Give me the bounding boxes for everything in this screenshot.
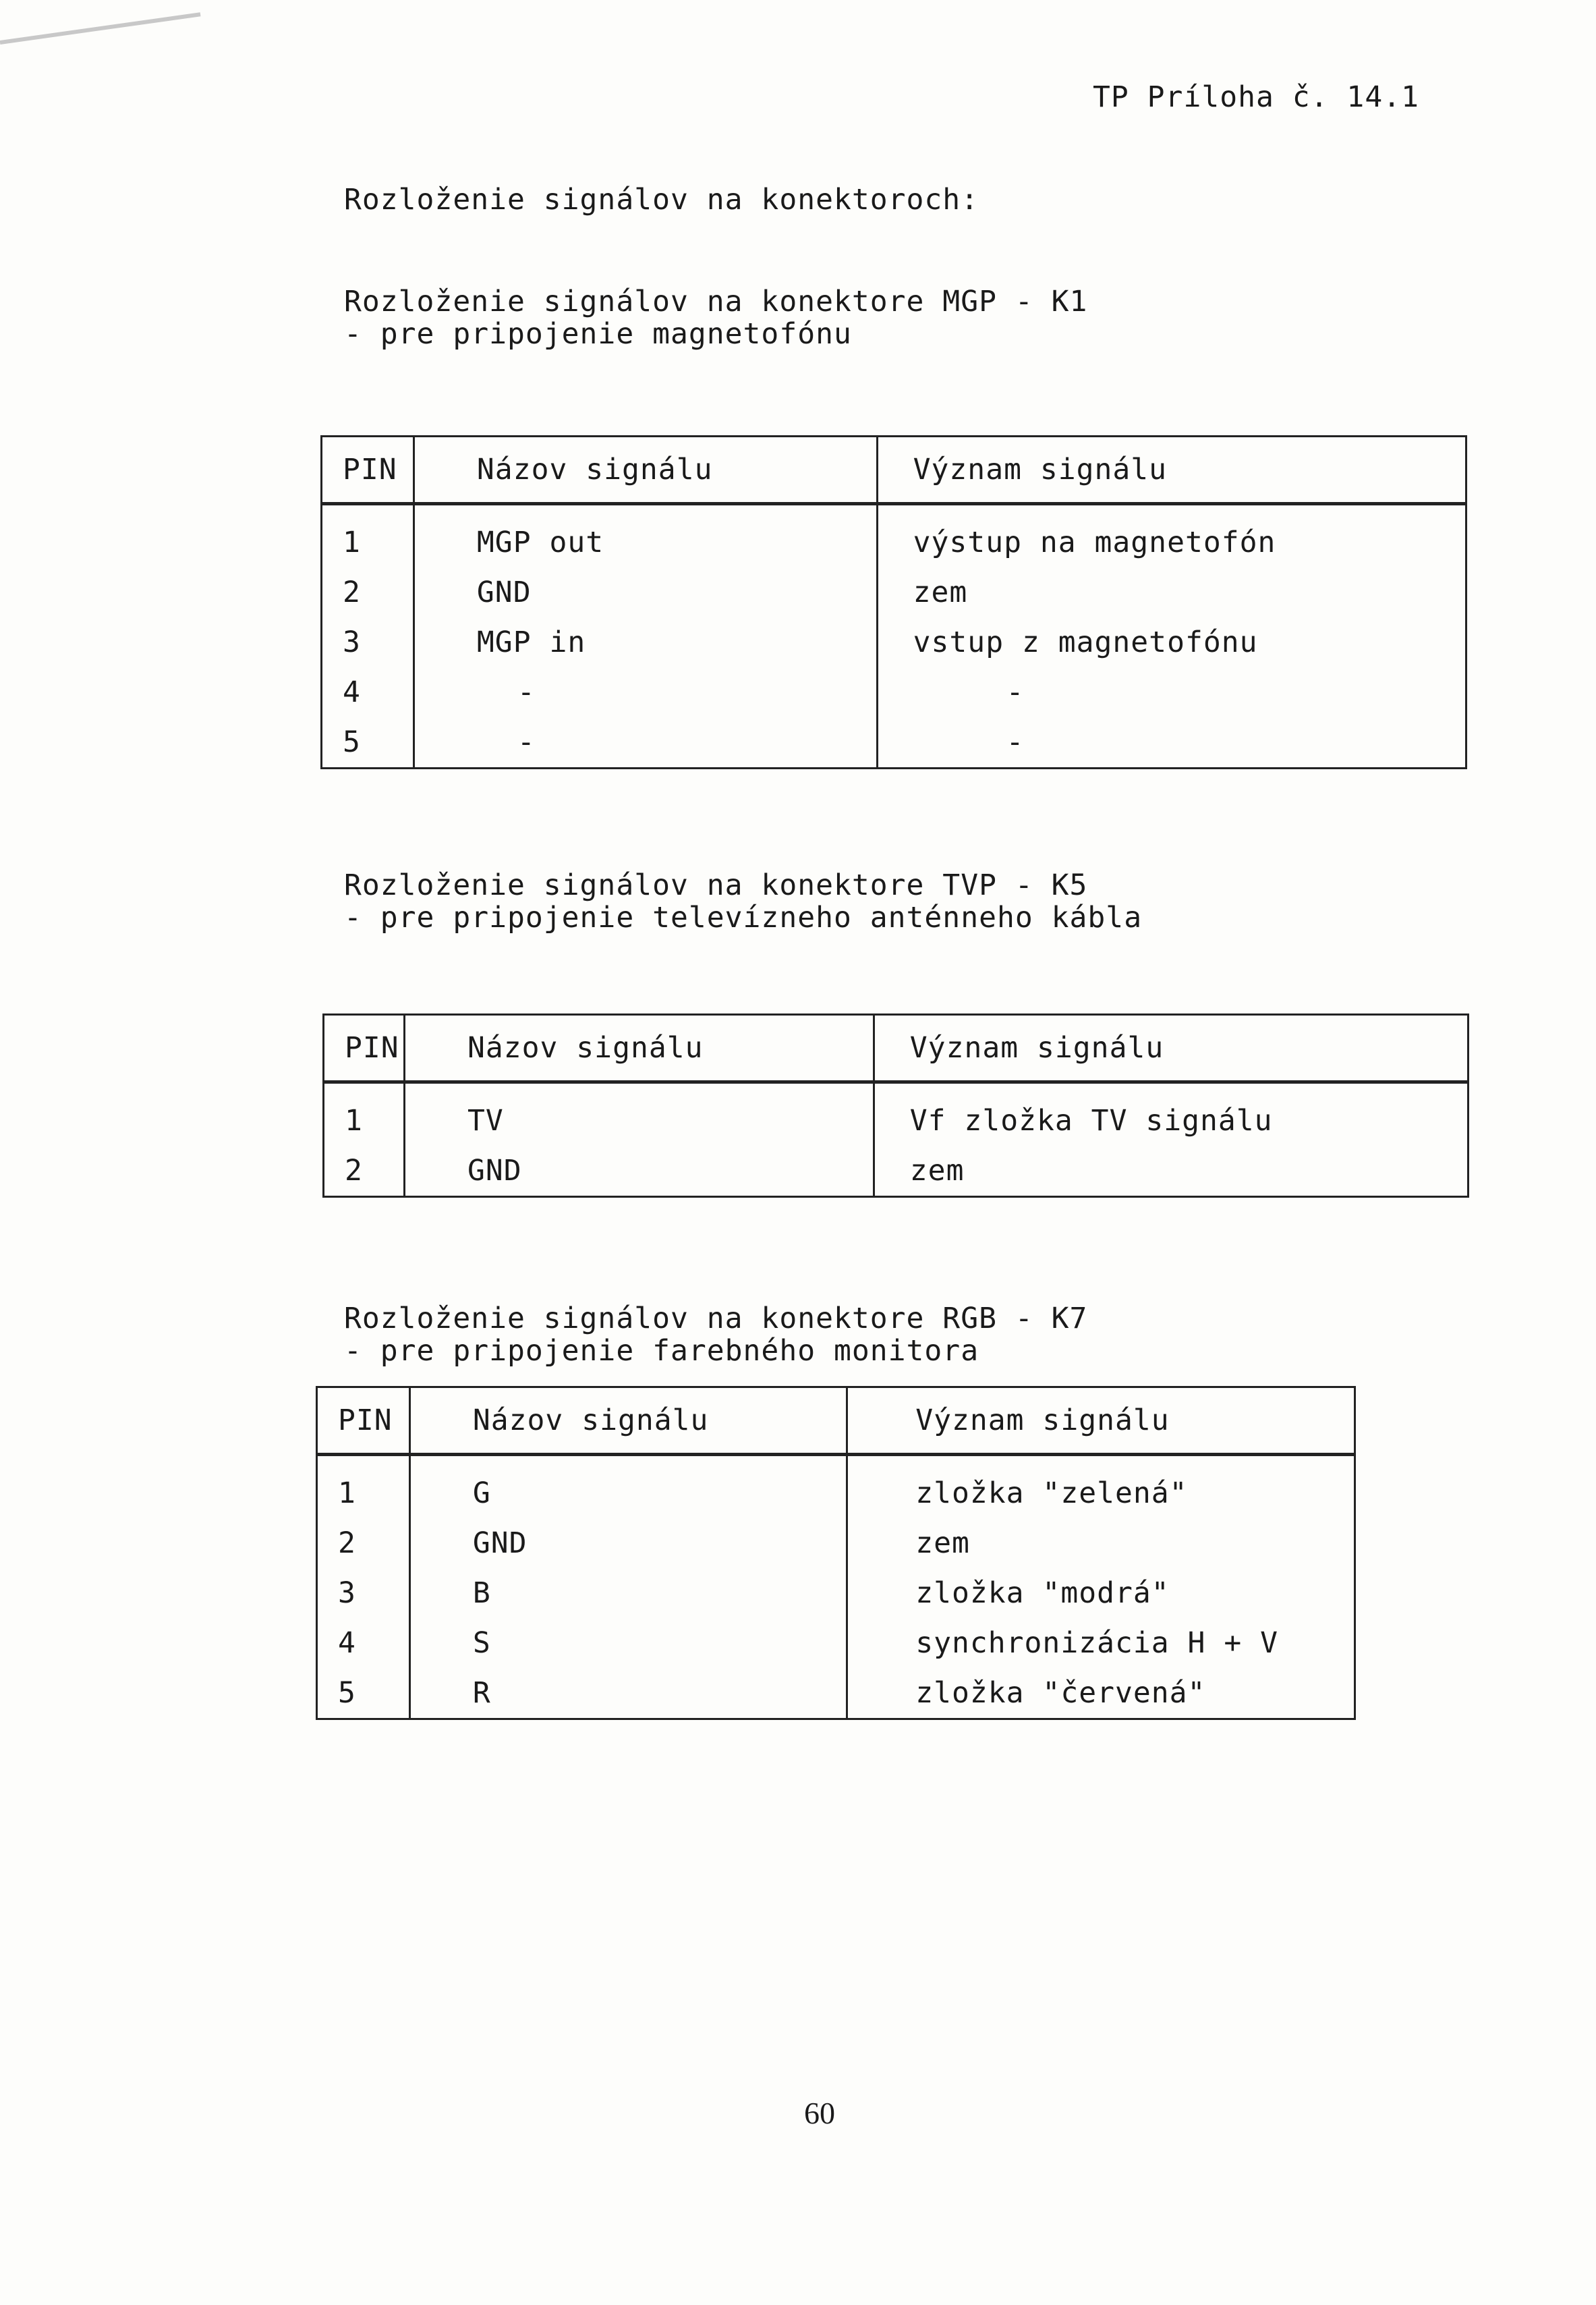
signal-table-tvp: [322, 1013, 1469, 1198]
pin-cell: 1: [317, 1455, 410, 1519]
signal-name-cell: G: [409, 1455, 847, 1519]
signal-name-cell: -: [517, 675, 536, 709]
column-header-name: Názov signálu: [409, 1387, 847, 1455]
signal-meaning-cell: zem: [877, 567, 1466, 617]
pin-cell: 2: [324, 1146, 405, 1197]
signal-name-cell: GND: [409, 1518, 847, 1568]
table-row: [324, 1146, 1469, 1197]
table-header-row: [322, 437, 1466, 504]
pin-cell: 1: [322, 504, 414, 568]
table-row: [317, 1518, 1355, 1568]
signal-meaning-cell: zem: [847, 1518, 1355, 1568]
table-row: [322, 504, 1466, 568]
table-row: [317, 1668, 1355, 1719]
signal-meaning-cell: Vf zložka TV signálu: [874, 1082, 1468, 1146]
section-title-tvp: Rozloženie signálov na konektore TVP - K5: [344, 868, 1088, 902]
signal-name-cell: -: [517, 725, 536, 759]
column-header-pin: PIN: [317, 1387, 410, 1455]
column-header-pin: PIN: [322, 437, 414, 504]
pin-cell: 2: [322, 567, 414, 617]
pin-cell: 4: [317, 1618, 410, 1668]
signal-meaning-cell: výstup na magnetofón: [877, 504, 1466, 568]
signal-name-cell: MGP out: [414, 504, 877, 568]
pin-cell: 5: [317, 1668, 410, 1719]
table-row: [322, 667, 1466, 717]
pin-cell: 3: [317, 1568, 410, 1618]
table-row: [322, 617, 1466, 667]
section-title-mgp: Rozloženie signálov na konektore MGP - K1: [344, 285, 1088, 318]
signal-meaning-cell: zložka "modrá": [847, 1568, 1355, 1618]
appendix-reference: TP Príloha č. 14.1: [1093, 80, 1419, 114]
column-header-name: Názov signálu: [414, 437, 877, 504]
signal-table-rgb: [316, 1386, 1356, 1720]
table-header-row: [324, 1015, 1469, 1082]
signal-name-cell: GND: [414, 567, 877, 617]
signal-meaning-cell: synchronizácia H + V: [847, 1618, 1355, 1668]
table-row: [322, 717, 1466, 769]
table-header-row: [317, 1387, 1355, 1455]
signal-table-mgp: [320, 435, 1467, 769]
column-header-pin: PIN: [324, 1015, 405, 1082]
signal-name-cell: MGP in: [414, 617, 877, 667]
signal-name-cell: S: [409, 1618, 847, 1668]
pin-cell: 4: [322, 667, 414, 717]
signal-name-cell: R: [409, 1668, 847, 1719]
table-row: [317, 1455, 1355, 1519]
table-row: [322, 567, 1466, 617]
section-subtitle-rgb: - pre pripojenie farebného monitora: [344, 1334, 979, 1368]
table-row: [317, 1618, 1355, 1668]
table-row: [317, 1568, 1355, 1618]
signal-meaning-cell: zložka "červená": [847, 1668, 1355, 1719]
signal-meaning-cell: zložka "zelená": [847, 1455, 1355, 1519]
signal-meaning-cell: -: [877, 717, 1466, 769]
column-header-meaning: Význam signálu: [874, 1015, 1468, 1082]
pin-cell: 5: [322, 717, 414, 769]
pin-cell: 2: [317, 1518, 410, 1568]
signal-name-cell: TV: [404, 1082, 874, 1146]
table-row: [324, 1082, 1469, 1146]
scan-edge-mark: [0, 12, 200, 45]
signal-meaning-cell: zem: [874, 1146, 1468, 1197]
column-header-meaning: Význam signálu: [877, 437, 1466, 504]
pin-cell: 1: [324, 1082, 405, 1146]
section-subtitle-tvp: - pre pripojenie televízneho anténneho kábla: [344, 901, 1143, 935]
signal-name-cell: GND: [404, 1146, 874, 1197]
signal-meaning-cell: vstup z magnetofónu: [877, 617, 1466, 667]
signal-name-cell: B: [409, 1568, 847, 1618]
pin-cell: 3: [322, 617, 414, 667]
page-number: 60: [804, 2096, 835, 2130]
section-title-rgb: Rozloženie signálov na konektore RGB - K7: [344, 1302, 1088, 1335]
column-header-name: Názov signálu: [404, 1015, 874, 1082]
signal-meaning-cell: -: [877, 667, 1466, 717]
column-header-meaning: Význam signálu: [847, 1387, 1355, 1455]
page-heading: Rozloženie signálov na konektoroch:: [344, 183, 979, 217]
section-subtitle-mgp: - pre pripojenie magnetofónu: [344, 317, 852, 351]
